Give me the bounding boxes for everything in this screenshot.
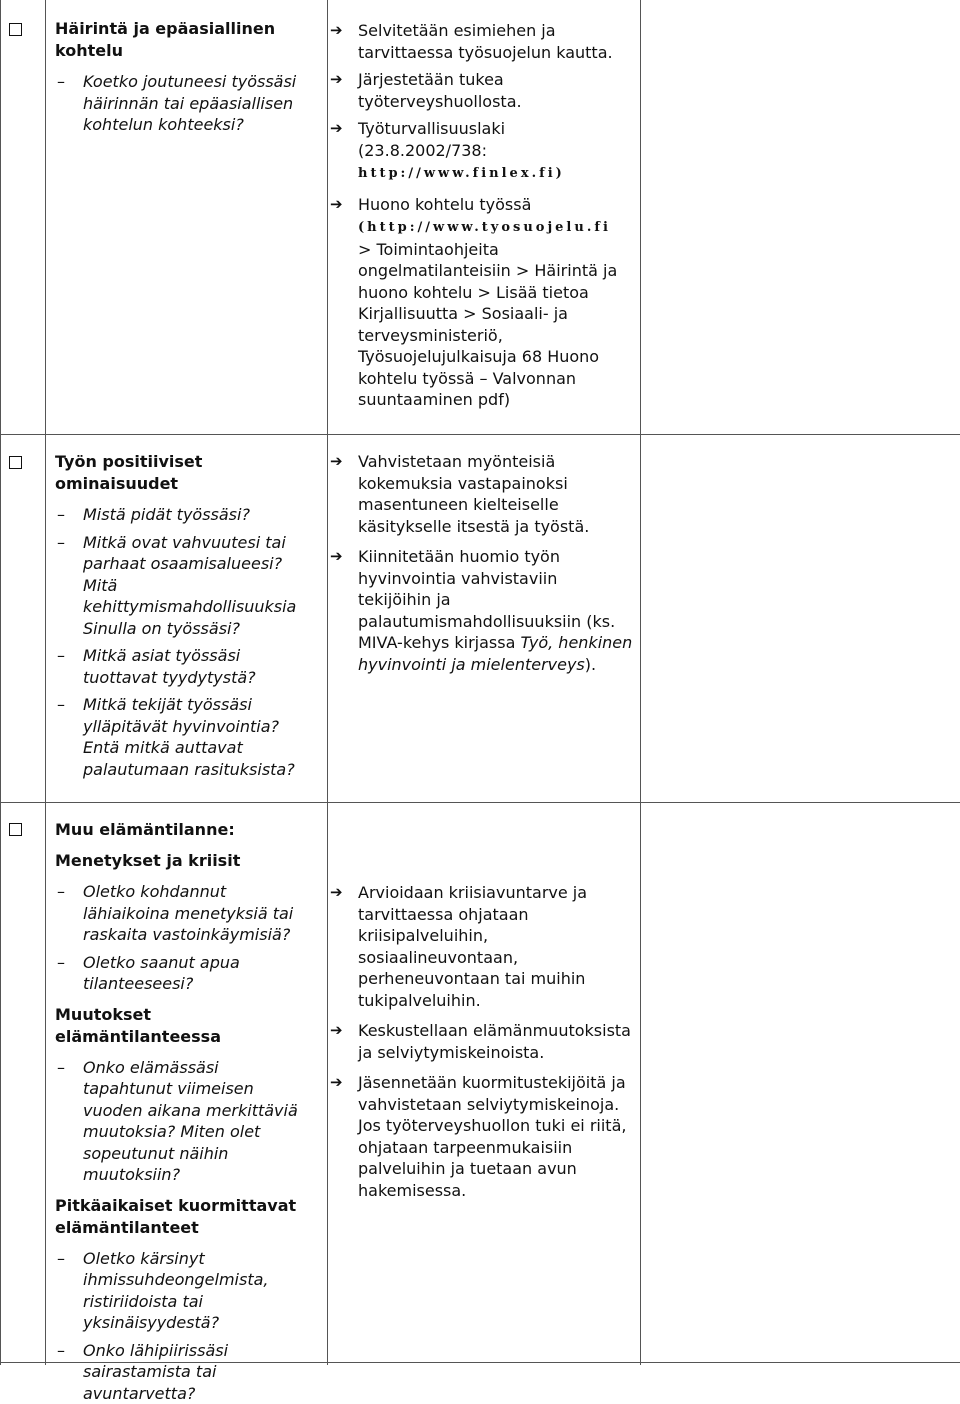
row3-question-1-text: Oletko kohdannut lähiaikoina menetyksiä tai raskaita vastoinkäymisiä?: [83, 882, 293, 944]
column-divider-3: [640, 0, 641, 1365]
dash-bullet: –: [57, 1057, 65, 1079]
row1-action-2: [330, 69, 635, 112]
row3-question-2: [55, 952, 310, 995]
row3-action-3-text: Jäsennetään kuormitustekijöitä ja vahvistetaan selviytymiskeinoja. Jos työterveyshuollon tuki ei riitä, ohjataan tarpeenmukaisiin palveluihin ja tuetaan avun hakemisessa.: [358, 1073, 626, 1200]
row3-action-1-text: Arvioidaan kriisiavuntarve ja tarvittaessa ohjataan kriisipalveluihin, sosiaalineuvontaan, perheneuvontaan tai muihin tukipalveluihin.: [358, 883, 587, 1010]
arrow-icon: ➔: [330, 69, 343, 91]
row1-middle-cell: [330, 20, 635, 411]
row2-question-4: [55, 694, 310, 780]
row3-action-2-text: Keskustellaan elämänmuutoksista ja selviytymiskeinoista.: [358, 1021, 631, 1062]
dash-bullet: –: [57, 532, 65, 554]
row3-action-2: [330, 1020, 635, 1063]
finlex-link[interactable]: http://www.finlex.fi): [358, 166, 565, 181]
row3-question-3: [55, 1057, 310, 1186]
row2-question-2: [55, 532, 310, 640]
row2-action-2-text: Kiinnitetään huomio työn hyvinvointia vahvistaviin tekijöihin ja palautumismahdollisuuksiin (ks. MIVA-kehys kirjassa: [358, 547, 615, 652]
row2-action-1-text: Vahvistetaan myönteisiä kokemuksia vastapainoksi masentuneen kielteiselle käsitykselle itsestä ja työstä.: [358, 452, 589, 536]
row3-question-4: [55, 1248, 310, 1334]
row1-action-2-text: Järjestetään tukea työterveyshuollosta.: [358, 70, 522, 111]
row3-middle-cell: [330, 882, 635, 1201]
row3-action-1: [330, 882, 635, 1011]
row3-checkbox[interactable]: [9, 823, 22, 836]
row-divider-1: [0, 434, 960, 435]
row1-action-4: [330, 194, 635, 411]
row3-question-1: [55, 881, 310, 946]
dash-bullet: –: [57, 694, 65, 716]
dash-bullet: –: [57, 645, 65, 667]
dash-bullet: –: [57, 1248, 65, 1270]
miva-book-title: Työ, henkinen hyvinvointi ja mielenterveys: [358, 633, 632, 674]
row3-heading: Muu elämäntilanne:: [55, 819, 310, 841]
row1-action-3-text: Työturvallisuuslaki (23.8.2002/738:: [358, 119, 505, 160]
arrow-icon: ➔: [330, 882, 343, 904]
arrow-icon: ➔: [330, 451, 343, 473]
arrow-icon: ➔: [330, 20, 343, 42]
arrow-icon: ➔: [330, 194, 343, 216]
row2-question-3-text: Mitkä asiat työssäsi tuottavat tyydytystä?: [83, 646, 256, 687]
row3-question-5-text: Onko lähipiirissäsi sairastamista tai avuntarvetta?: [83, 1341, 228, 1403]
row1-heading: Häirintä ja epäasiallinen kohtelu: [55, 18, 320, 62]
row3-question-5: [55, 1340, 310, 1404]
row1-action-1-text: Selvitetään esimiehen ja tarvittaessa työsuojelun kautta.: [358, 21, 613, 62]
row3-subheading-1: Menetykset ja kriisit: [55, 850, 310, 872]
row1-action-4-path: > Toimintaohjeita ongelmatilanteisiin > Häirintä ja huono kohtelu > Lisää tietoa Kirjallisuutta > Sosiaali- ja terveysministeriö, Työsuojelujulkaisuja 68 Huono kohtelu työssä – Valvonnan suuntaaminen pdf): [358, 240, 617, 410]
row2-left-cell: [55, 451, 310, 780]
row2-heading: Työn positiiviset ominaisuudet: [55, 451, 310, 495]
row1-action-3: [330, 118, 635, 185]
dash-bullet: –: [57, 504, 65, 526]
row2-middle-cell: [330, 451, 635, 675]
arrow-icon: ➔: [330, 1072, 343, 1094]
row2-question-2-text: Mitkä ovat vahvuutesi tai parhaat osaamisalueesi? Mitä kehittymismahdollisuuksia Sinulla on työssäsi?: [83, 533, 296, 638]
arrow-icon: ➔: [330, 118, 343, 140]
arrow-icon: ➔: [330, 1020, 343, 1042]
row1-action-1: [330, 20, 635, 63]
row3-question-3-text: Onko elämässäsi tapahtunut viimeisen vuoden aikana merkittäviä muutoksia? Miten olet sopeutunut näihin muutoksiin?: [83, 1058, 298, 1185]
row3-left-cell: [55, 819, 310, 1404]
row1-checkbox[interactable]: [9, 23, 22, 36]
row2-question-1: [55, 504, 310, 526]
row2-question-4-text: Mitkä tekijät työssäsi ylläpitävät hyvinvointia? Entä mitkä auttavat palautumaan rasituksista?: [83, 695, 295, 779]
dash-bullet: –: [57, 71, 65, 93]
row1-question-text: Koetko joutuneesi työssäsi häirinnän tai epäasiallisen kohtelun kohteeksi?: [83, 72, 296, 134]
row2-question-1-text: Mistä pidät työssäsi?: [83, 505, 250, 524]
row3-question-2-text: Oletko saanut apua tilanteeseesi?: [83, 953, 240, 994]
dash-bullet: –: [57, 1340, 65, 1362]
tyosuojelu-link[interactable]: (http://www.tyosuojelu.fi: [358, 220, 611, 235]
row3-question-4-text: Oletko kärsinyt ihmissuhdeongelmista, ristiriidoista tai yksinäisyydestä?: [83, 1249, 268, 1333]
table-border-left: [0, 0, 1, 1365]
row2-action-1: [330, 451, 635, 537]
row2-checkbox[interactable]: [9, 456, 22, 469]
row3-subheading-2: Muutokset elämäntilanteessa: [55, 1004, 310, 1048]
row-divider-2: [0, 802, 960, 803]
column-divider-2: [327, 0, 328, 1365]
row3-subheading-3: Pitkäaikaiset kuormittavat elämäntilanteet: [55, 1195, 310, 1239]
row3-action-3: [330, 1072, 635, 1201]
column-divider-1: [45, 0, 46, 1365]
dash-bullet: –: [57, 952, 65, 974]
row2-action-2-end: ).: [585, 655, 596, 674]
row2-action-2: [330, 546, 635, 675]
row2-question-3: [55, 645, 310, 688]
dash-bullet: –: [57, 881, 65, 903]
arrow-icon: ➔: [330, 546, 343, 568]
row1-left-cell: [55, 18, 320, 136]
row1-action-4-text: Huono kohtelu työssä: [358, 195, 531, 214]
row1-question: [55, 71, 320, 136]
